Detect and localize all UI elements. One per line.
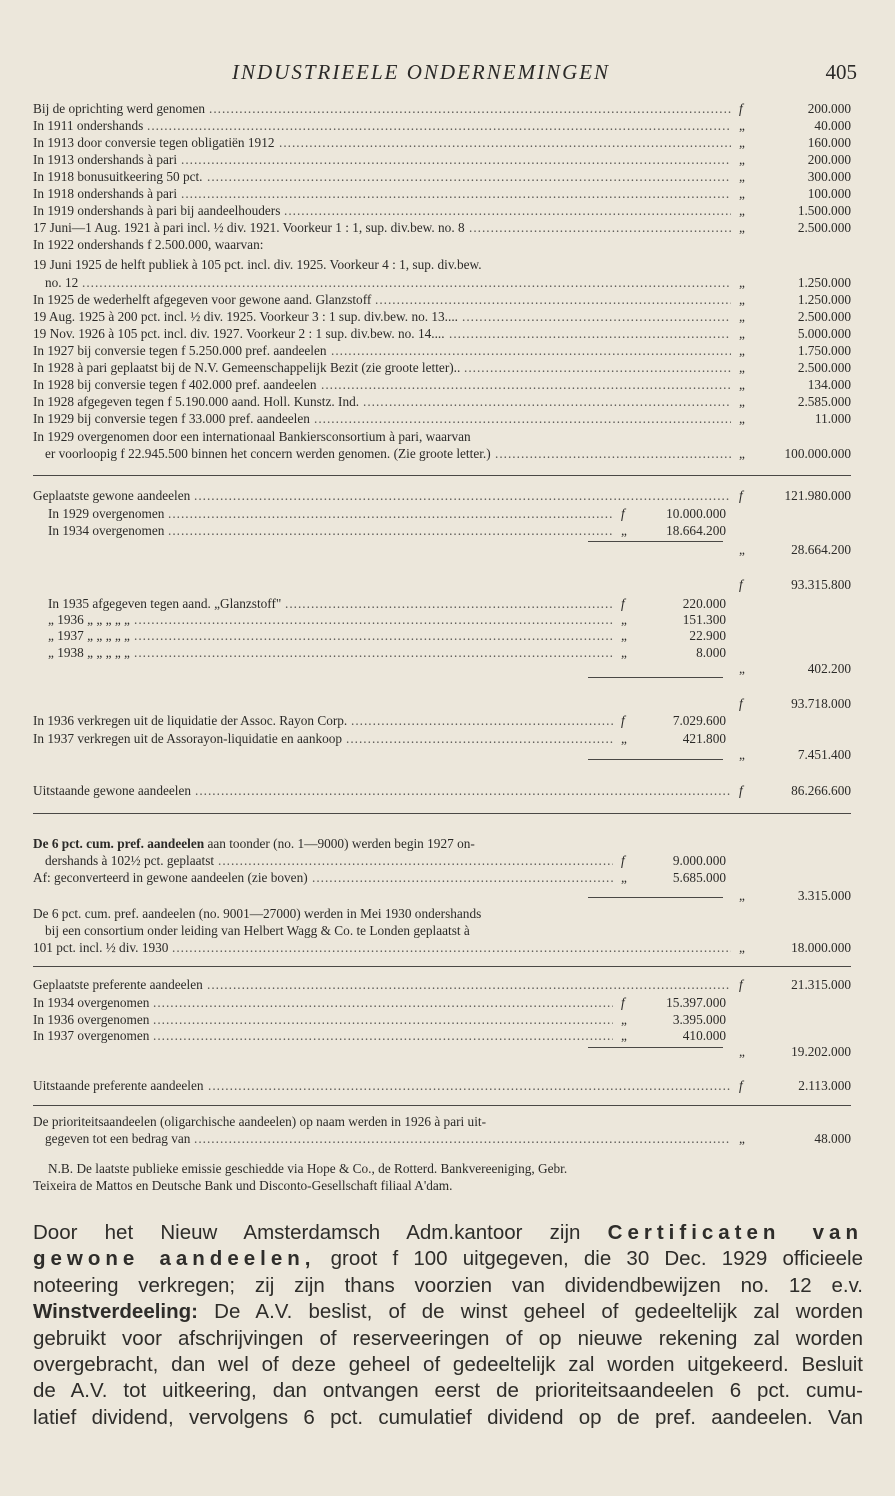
currency-mark: „ bbox=[621, 612, 627, 627]
currency-mark: „ bbox=[739, 203, 745, 218]
text-line bbox=[33, 1114, 851, 1130]
amount-value: 40.000 bbox=[814, 118, 851, 133]
dot-leader bbox=[363, 394, 731, 410]
dot-leader bbox=[195, 783, 731, 799]
amount-value: 19.202.000 bbox=[791, 1044, 851, 1059]
ledger-row bbox=[33, 977, 851, 993]
currency-mark: „ bbox=[739, 394, 745, 409]
text-fragment: bij een consortium onder leiding van Helbert Wagg & Co. te Londen geplaatst à bbox=[45, 923, 470, 938]
row-label: In 1927 bij conversie tegen f 5.250.000 pref. aandeelen bbox=[33, 343, 327, 358]
paragraph-line: gebruikt voor afschrijvingen of reserveeringen of op nieuwe rekening zal worden bbox=[33, 1326, 863, 1350]
amount-value: 200.000 bbox=[807, 101, 851, 116]
ledger-row bbox=[33, 1044, 851, 1060]
amount-value: 134.000 bbox=[807, 377, 851, 392]
ledger-row bbox=[33, 101, 851, 117]
ledger-row bbox=[33, 275, 851, 291]
dot-leader bbox=[209, 101, 731, 117]
amount-value: 2.113.000 bbox=[798, 1078, 851, 1093]
footnote bbox=[33, 1178, 851, 1194]
amount-value: 11.000 bbox=[814, 411, 851, 426]
currency-mark: f bbox=[739, 977, 743, 992]
row-label: 17 Juni—1 Aug. 1921 à pari incl. ½ div. 1921. Voorkeur 1 : 1, sup. div.bew. no. 8 bbox=[33, 220, 465, 235]
currency-mark: „ bbox=[739, 446, 745, 461]
amount-value: 28.664.200 bbox=[791, 542, 851, 557]
row-label: In 1936 overgenomen bbox=[33, 1012, 150, 1027]
row-label: In 1929 overgenomen bbox=[48, 506, 165, 521]
currency-mark: „ bbox=[739, 118, 745, 133]
row-label: In 1922 ondershands f 2.500.000, waarvan: bbox=[33, 237, 264, 252]
row-label: 19 Nov. 1926 à 105 pct. incl. div. 1927. Voorkeur 2 : 1 sup. div.bew. no. 14.... bbox=[33, 326, 445, 341]
ledger-row bbox=[33, 853, 851, 869]
currency-mark: „ bbox=[739, 888, 745, 903]
row-label: In 1929 overgenomen door een internationaal Bankiersconsortium à pari, waarvan bbox=[33, 429, 471, 444]
row-label: „ 1937 „ „ „ „ „ bbox=[48, 628, 130, 643]
amount-value: 300.000 bbox=[807, 169, 851, 184]
ledger-row bbox=[33, 888, 851, 904]
ledger-row bbox=[33, 446, 851, 462]
page-number: 405 bbox=[825, 60, 857, 84]
dot-leader bbox=[449, 326, 731, 342]
ledger-row bbox=[33, 870, 851, 886]
ledger-row bbox=[33, 542, 851, 558]
text-fragment: Teixeira de Mattos en Deutsche Bank und Disconto-Gesellschaft filiaal A'dam. bbox=[33, 1178, 453, 1193]
ledger-row bbox=[33, 612, 851, 628]
amount-value: 3.395.000 bbox=[672, 1012, 726, 1027]
row-label: In 1936 verkregen uit de liquidatie der Assoc. Rayon Corp. bbox=[33, 713, 348, 728]
text-fragment: De 6 pct. cum. pref. aandeelen (no. 9001—27000) werden in Mei 1930 ondershands bbox=[33, 906, 482, 921]
amount-value: 7.029.600 bbox=[672, 713, 726, 728]
ledger-row bbox=[33, 257, 851, 273]
amount-value: 1.250.000 bbox=[797, 292, 851, 307]
row-label: In 1928 bij conversie tegen f 402.000 pref. aandeelen bbox=[33, 377, 317, 392]
ledger-row bbox=[33, 577, 851, 593]
pref-heading bbox=[33, 836, 851, 852]
amount-value: 7.451.400 bbox=[797, 747, 851, 762]
amount-value: 5.000.000 bbox=[797, 326, 851, 341]
amount-value: 2.585.000 bbox=[797, 394, 851, 409]
row-label: gegeven tot een bedrag van bbox=[45, 1131, 191, 1146]
row-label: In 1925 de wederhelft afgegeven voor gewone aand. Glanzstoff bbox=[33, 292, 372, 307]
footnote bbox=[33, 1161, 851, 1177]
row-label: 101 pct. incl. ½ div. 1930 bbox=[33, 940, 169, 955]
amount-value: 93.315.800 bbox=[791, 577, 851, 592]
text-line bbox=[33, 906, 851, 922]
text-fragment: N.B. De laatste publieke emissie geschiedde via Hope & Co., de Rotterd. Bankvereeniging, Gebr. bbox=[48, 1161, 568, 1176]
amount-value: 15.397.000 bbox=[666, 995, 726, 1010]
ledger-row bbox=[33, 1012, 851, 1028]
ledger-row bbox=[33, 1078, 851, 1094]
currency-mark: „ bbox=[739, 661, 745, 676]
amount-value: 200.000 bbox=[807, 152, 851, 167]
section-rule bbox=[33, 813, 851, 814]
page-header bbox=[0, 60, 895, 90]
amount-value: 160.000 bbox=[807, 135, 851, 150]
currency-mark: „ bbox=[739, 360, 745, 375]
currency-mark: „ bbox=[739, 377, 745, 392]
dot-leader bbox=[321, 377, 731, 393]
dot-leader bbox=[153, 1012, 613, 1028]
paragraph-line: latief dividend, vervolgens 6 pct. cumulatief dividend op de pref. aandeelen. Van bbox=[33, 1405, 863, 1429]
ledger-row bbox=[33, 523, 851, 539]
ledger-row bbox=[33, 118, 851, 134]
row-label: In 1913 ondershands à pari bbox=[33, 152, 178, 167]
ledger-row bbox=[33, 186, 851, 202]
body-paragraph bbox=[33, 1220, 863, 1431]
ledger-row bbox=[33, 940, 851, 956]
dot-leader bbox=[172, 940, 731, 956]
amount-value: 8.000 bbox=[696, 645, 726, 660]
currency-mark: „ bbox=[739, 940, 745, 955]
currency-mark: f bbox=[739, 783, 743, 798]
ledger-row bbox=[33, 783, 851, 799]
ledger-row bbox=[33, 309, 851, 325]
row-label: Uitstaande gewone aandeelen bbox=[33, 783, 192, 798]
row-label: dershands à 102½ pct. geplaatst bbox=[45, 853, 215, 868]
row-label: In 1929 bij conversie tegen f 33.000 pref. aandeelen bbox=[33, 411, 310, 426]
currency-mark: „ bbox=[739, 1044, 745, 1059]
amount-value: 100.000 bbox=[807, 186, 851, 201]
row-label: Uitstaande preferente aandeelen bbox=[33, 1078, 204, 1093]
row-label: 19 Juni 1925 de helft publiek à 105 pct. incl. div. 1925. Voorkeur 4 : 1, sup. div.bew. bbox=[33, 257, 482, 272]
ledger-row bbox=[33, 1131, 851, 1147]
currency-mark: f bbox=[621, 713, 625, 728]
ledger-row bbox=[33, 169, 851, 185]
amount-value: 1.750.000 bbox=[797, 343, 851, 358]
amount-value: 121.980.000 bbox=[784, 488, 851, 503]
dot-leader bbox=[134, 645, 613, 661]
amount-value: 21.315.000 bbox=[791, 977, 851, 992]
currency-mark: „ bbox=[621, 523, 627, 538]
ledger-row bbox=[33, 377, 851, 393]
amount-value: 1.250.000 bbox=[797, 275, 851, 290]
amount-value: 93.718.000 bbox=[791, 696, 851, 711]
currency-mark: f bbox=[739, 488, 743, 503]
dot-leader bbox=[331, 343, 731, 359]
row-label: er voorloopig f 22.945.500 binnen het concern werden genomen. (Zie groote letter.) bbox=[45, 446, 491, 461]
currency-mark: „ bbox=[621, 628, 627, 643]
ledger-row bbox=[33, 1028, 851, 1044]
ledger-row bbox=[33, 645, 851, 661]
currency-mark: „ bbox=[739, 326, 745, 341]
currency-mark: „ bbox=[739, 411, 745, 426]
currency-mark: f bbox=[621, 853, 625, 868]
currency-mark: „ bbox=[739, 275, 745, 290]
amount-value: 2.500.000 bbox=[797, 220, 851, 235]
currency-mark: f bbox=[621, 995, 625, 1010]
dot-leader bbox=[351, 713, 613, 729]
dot-leader bbox=[314, 411, 731, 427]
dot-leader bbox=[134, 612, 613, 628]
dot-leader bbox=[147, 118, 731, 134]
row-label: „ 1936 „ „ „ „ „ bbox=[48, 612, 130, 627]
currency-mark: f bbox=[739, 577, 743, 592]
currency-mark: „ bbox=[621, 645, 627, 660]
dot-leader bbox=[134, 628, 613, 644]
row-label: In 1918 bonusuitkeering 50 pct. bbox=[33, 169, 203, 184]
row-label: In 1935 afgegeven tegen aand. „Glanzstoff" bbox=[48, 596, 282, 611]
currency-mark: „ bbox=[739, 747, 745, 762]
amount-value: 410.000 bbox=[682, 1028, 726, 1043]
row-label: In 1911 ondershands bbox=[33, 118, 144, 133]
row-label: In 1937 overgenomen bbox=[33, 1028, 150, 1043]
ledger-row bbox=[33, 747, 851, 763]
currency-mark: „ bbox=[739, 542, 745, 557]
dot-leader bbox=[153, 995, 613, 1011]
dot-leader bbox=[312, 870, 613, 886]
currency-mark: f bbox=[621, 506, 625, 521]
paragraph-line: overgebracht, dan wel of deze geheel of gedeeltelijk zal worden uitgekeerd. Besluit bbox=[33, 1352, 863, 1376]
text-fragment: De prioriteitsaandeelen (oligarchische aandeelen) op naam werden in 1926 à pari uit- bbox=[33, 1114, 487, 1129]
row-label: In 1937 verkregen uit de Assorayon-liquidatie en aankoop bbox=[33, 731, 343, 746]
ledger-row bbox=[33, 326, 851, 342]
currency-mark: „ bbox=[621, 870, 627, 885]
paragraph-line: de A.V. tot uitkeering, dan ontvangen eerst de prioriteitsaandeelen 6 pct. cumu- bbox=[33, 1379, 863, 1403]
ledger-row bbox=[33, 135, 851, 151]
amount-value: 2.500.000 bbox=[797, 360, 851, 375]
ledger-row bbox=[33, 596, 851, 612]
currency-mark: „ bbox=[739, 220, 745, 235]
dot-leader bbox=[346, 731, 613, 747]
dot-leader bbox=[181, 152, 731, 168]
amount-value: 100.000.000 bbox=[784, 446, 851, 461]
row-label: 19 Aug. 1925 à 200 pct. incl. ½ div. 1925. Voorkeur 3 : 1 sup. div.bew. no. 13.... bbox=[33, 309, 458, 324]
row-label: In 1928 afgegeven tegen f 5.190.000 aand. Holl. Kunstz. Ind. bbox=[33, 394, 360, 409]
row-label: Geplaatste gewone aandeelen bbox=[33, 488, 191, 503]
dot-leader bbox=[464, 360, 731, 376]
section-rule bbox=[33, 475, 851, 476]
row-label: In 1918 ondershands à pari bbox=[33, 186, 178, 201]
ledger-row bbox=[33, 661, 851, 677]
ledger-row bbox=[33, 429, 851, 445]
amount-value: 5.685.000 bbox=[672, 870, 726, 885]
ledger-row bbox=[33, 696, 851, 712]
row-label: In 1928 à pari geplaatst bij de N.V. Gemeenschappelijk Bezit (zie groote letter).. bbox=[33, 360, 461, 375]
dot-leader bbox=[208, 1078, 731, 1094]
row-label: Af: geconverteerd in gewone aandeelen (zie boven) bbox=[33, 870, 308, 885]
paragraph-line: Door het Nieuw Amsterdamsch Adm.kantoor zijn Certificaten van bbox=[33, 1221, 863, 1244]
amount-value: 151.300 bbox=[682, 612, 726, 627]
dot-leader bbox=[285, 596, 613, 612]
subtotal-rule bbox=[588, 677, 723, 678]
currency-mark: „ bbox=[739, 135, 745, 150]
dot-leader bbox=[168, 523, 613, 539]
dot-leader bbox=[194, 1131, 731, 1147]
row-label: In 1934 overgenomen bbox=[33, 995, 150, 1010]
currency-mark: f bbox=[739, 101, 743, 116]
ledger-row bbox=[33, 394, 851, 410]
dot-leader bbox=[168, 506, 613, 522]
amount-value: 9.000.000 bbox=[672, 853, 726, 868]
ledger-row bbox=[33, 731, 851, 747]
currency-mark: „ bbox=[621, 1028, 627, 1043]
paragraph-line: Winstverdeeling: De A.V. beslist, of de winst geheel of gedeeltelijk zal worden bbox=[33, 1300, 863, 1324]
currency-mark: f bbox=[621, 596, 625, 611]
text-line bbox=[33, 923, 851, 939]
dot-leader bbox=[194, 488, 731, 504]
currency-mark: f bbox=[739, 696, 743, 711]
row-label: In 1913 door conversie tegen obligatiën 1912 bbox=[33, 135, 275, 150]
dot-leader bbox=[82, 275, 731, 291]
text-fragment: De 6 pct. cum. pref. aandeelen bbox=[33, 836, 205, 851]
currency-mark: „ bbox=[739, 152, 745, 167]
dot-leader bbox=[207, 977, 731, 993]
currency-mark: „ bbox=[739, 1131, 745, 1146]
amount-value: 22.900 bbox=[689, 628, 726, 643]
paragraph-line: gewone aandeelen, groot f 100 uitgegeven, die 30 Dec. 1929 officieele bbox=[33, 1247, 863, 1271]
dot-leader bbox=[279, 135, 731, 151]
row-label: Bij de oprichting werd genomen bbox=[33, 101, 206, 116]
row-label: „ 1938 „ „ „ „ „ bbox=[48, 645, 130, 660]
text-fragment: aan toonder (no. 1—9000) werden begin 1927 on- bbox=[207, 836, 475, 851]
currency-mark: „ bbox=[739, 186, 745, 201]
ledger-row bbox=[33, 152, 851, 168]
ledger-row bbox=[33, 995, 851, 1011]
paragraph-line: noteering verkregen; zij zijn thans voorzien van dividendbewijzen no. 12 e.v. bbox=[33, 1273, 863, 1297]
ledger-row bbox=[33, 292, 851, 308]
dot-leader bbox=[207, 169, 731, 185]
row-label: In 1919 ondershands à pari bij aandeelhouders bbox=[33, 203, 281, 218]
amount-value: 1.500.000 bbox=[797, 203, 851, 218]
ledger-row bbox=[33, 506, 851, 522]
currency-mark: f bbox=[739, 1078, 743, 1093]
dot-leader bbox=[218, 853, 613, 869]
amount-value: 18.000.000 bbox=[791, 940, 851, 955]
ledger-row bbox=[33, 713, 851, 729]
ledger-row bbox=[33, 628, 851, 644]
amount-value: 220.000 bbox=[682, 596, 726, 611]
ledger-row bbox=[33, 203, 851, 219]
currency-mark: „ bbox=[739, 343, 745, 358]
section-rule bbox=[33, 966, 851, 967]
dot-leader bbox=[284, 203, 731, 219]
ledger-row bbox=[33, 360, 851, 376]
currency-mark: „ bbox=[621, 731, 627, 746]
ledger-row bbox=[33, 488, 851, 504]
amount-value: 86.266.600 bbox=[791, 783, 851, 798]
dot-leader bbox=[495, 446, 731, 462]
currency-mark: „ bbox=[621, 1012, 627, 1027]
amount-value: 48.000 bbox=[814, 1131, 851, 1146]
currency-mark: „ bbox=[739, 309, 745, 324]
amount-value: 3.315.000 bbox=[797, 888, 851, 903]
dot-leader bbox=[153, 1028, 613, 1044]
currency-mark: „ bbox=[739, 292, 745, 307]
row-label: Geplaatste preferente aandeelen bbox=[33, 977, 203, 992]
ledger-row bbox=[33, 237, 851, 253]
amount-value: 10.000.000 bbox=[666, 506, 726, 521]
ledger-row bbox=[33, 411, 851, 427]
dot-leader bbox=[375, 292, 731, 308]
ledger-row bbox=[33, 220, 851, 236]
dot-leader bbox=[181, 186, 731, 202]
section-rule bbox=[33, 1105, 851, 1106]
dot-leader bbox=[462, 309, 731, 325]
currency-mark: „ bbox=[739, 169, 745, 184]
running-title: INDUSTRIEELE ONDERNEMINGEN bbox=[232, 60, 611, 84]
dot-leader bbox=[469, 220, 731, 236]
ledger-row bbox=[33, 343, 851, 359]
row-label: In 1934 overgenomen bbox=[48, 523, 165, 538]
amount-value: 402.200 bbox=[807, 661, 851, 676]
amount-value: 18.664.200 bbox=[666, 523, 726, 538]
row-label: no. 12 bbox=[45, 275, 79, 290]
amount-value: 421.800 bbox=[682, 731, 726, 746]
amount-value: 2.500.000 bbox=[797, 309, 851, 324]
